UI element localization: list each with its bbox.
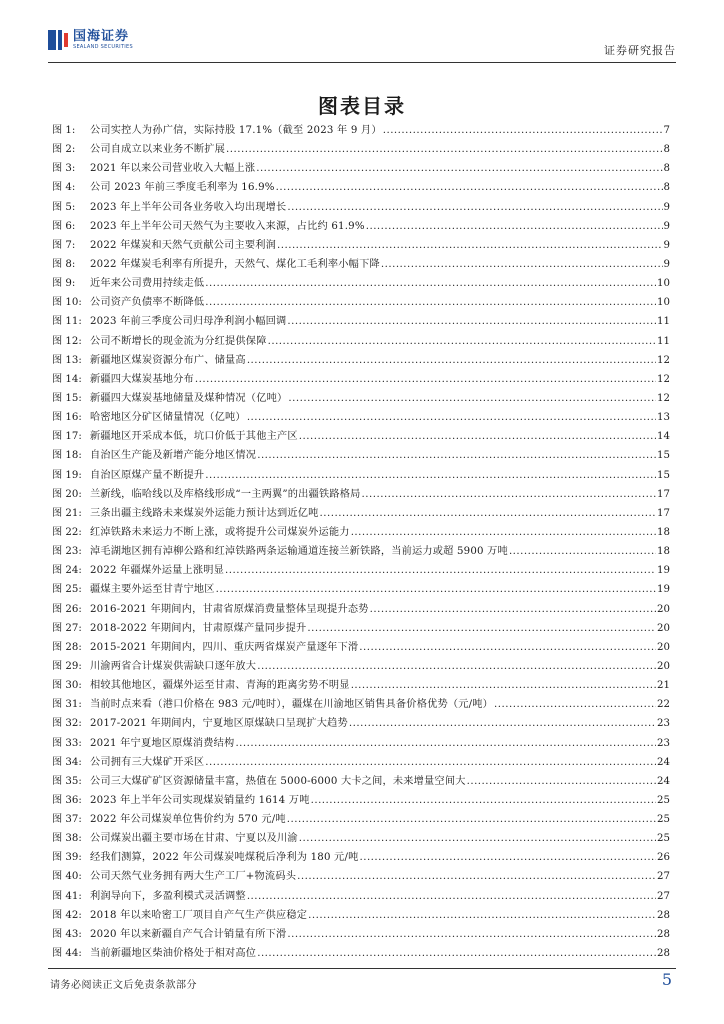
dot-leader <box>216 580 656 599</box>
figure-number: 图 27: <box>52 622 82 634</box>
figure-page-number: 13 <box>657 412 670 424</box>
dot-leader <box>297 867 656 886</box>
figure-page-number: 28 <box>657 928 670 940</box>
figure-page-number: 12 <box>657 354 670 366</box>
figure-title: 2015-2021 年期间内，四川、重庆两省煤炭产量逐年下滑 <box>90 641 359 653</box>
figure-title: 哈密地区分矿区储量情况（亿吨） <box>90 412 246 424</box>
toc-entry[interactable] <box>52 791 670 810</box>
dot-leader <box>247 351 656 370</box>
dot-leader <box>277 236 663 255</box>
sealand-securities-logo <box>48 30 133 50</box>
figure-number: 图 34: <box>52 756 82 768</box>
dot-leader <box>226 140 662 159</box>
figure-number: 图 20: <box>52 488 82 500</box>
figure-page-number: 20 <box>657 622 670 634</box>
figure-number: 图 36: <box>52 794 82 806</box>
figure-title: 2017-2021 年期间内，宁夏地区原煤缺口呈现扩大趋势 <box>90 718 348 730</box>
figure-number: 图 3: <box>52 163 76 175</box>
figure-number: 图 30: <box>52 680 82 692</box>
figure-page-number: 19 <box>657 584 670 596</box>
figure-number: 图 17: <box>52 431 82 443</box>
figure-number: 图 33: <box>52 737 82 749</box>
figure-title: 兰新线，临哈线以及库格线形成“一主两翼”的出疆铁路格局 <box>90 488 361 500</box>
toc-entry[interactable] <box>52 389 670 408</box>
footer-divider <box>48 968 676 969</box>
toc-entry[interactable] <box>52 600 670 619</box>
toc-entry[interactable] <box>52 561 670 580</box>
dot-leader <box>205 274 656 293</box>
figure-page-number: 25 <box>657 814 670 826</box>
figure-title: 自治区生产能及新增产能分地区情况 <box>90 450 257 462</box>
logo-mark-icon <box>48 30 68 50</box>
figure-number: 图 15: <box>52 392 82 404</box>
figure-number: 图 21: <box>52 507 82 519</box>
figure-number: 图 37: <box>52 814 82 826</box>
figure-title: 2018-2022 年期间内，甘肃原煤产量同步提升 <box>90 622 307 634</box>
figure-number: 图 12: <box>52 335 82 347</box>
dot-leader <box>235 734 656 753</box>
figure-page-number: 10 <box>657 297 670 309</box>
toc-entry[interactable] <box>52 332 670 351</box>
figure-title: 2016-2021 年期间内，甘肃省原煤消费量整体呈现提升态势 <box>90 603 369 615</box>
figure-number: 图 38: <box>52 833 82 845</box>
toc-entry[interactable] <box>52 676 670 695</box>
figure-number: 图 31: <box>52 699 82 711</box>
toc-entry[interactable] <box>52 753 670 772</box>
figure-page-number: 8 <box>663 182 670 194</box>
figure-number: 图 11: <box>52 316 82 328</box>
figure-page-number: 9 <box>663 258 670 270</box>
figure-page-number: 27 <box>657 871 670 883</box>
figure-page-number: 12 <box>657 392 670 404</box>
figure-page-number: 9 <box>663 239 670 251</box>
figure-number: 图 39: <box>52 852 82 864</box>
figure-title: 公司资产负债率不断降低 <box>90 297 205 309</box>
figure-page-number: 21 <box>657 680 670 692</box>
toc-entry[interactable] <box>52 140 670 159</box>
figure-title: 利润导向下，多盈利模式灵活调整 <box>90 890 246 902</box>
dot-leader <box>287 810 656 829</box>
figure-page-number: 12 <box>657 373 670 385</box>
toc-entry[interactable] <box>52 466 670 485</box>
dot-leader <box>349 714 656 733</box>
figure-number: 图 5: <box>52 201 76 213</box>
dot-leader <box>320 504 657 523</box>
figure-title: 2022 年疆煤外运量上涨明显 <box>90 565 225 577</box>
figure-page-number: 8 <box>663 163 670 175</box>
toc-entry[interactable] <box>52 734 670 753</box>
figure-title: 新疆地区煤炭资源分布广、储量高 <box>90 354 246 366</box>
figure-number: 图 41: <box>52 890 82 902</box>
toc-entry[interactable] <box>52 714 670 733</box>
dot-leader <box>351 676 656 695</box>
figure-title: 当前新疆地区柴油价格处于相对高位 <box>90 948 257 960</box>
figure-page-number: 10 <box>657 278 670 290</box>
figure-number: 图 40: <box>52 871 82 883</box>
dot-leader <box>494 695 656 714</box>
dot-leader <box>287 312 656 331</box>
toc-entry[interactable] <box>52 198 670 217</box>
dot-leader <box>257 944 656 963</box>
figure-number: 图 35: <box>52 775 82 787</box>
dot-leader <box>205 753 656 772</box>
figure-title: 淖毛湖地区拥有淖柳公路和红淖铁路两条运输通道连接兰新铁路，当前运力或超 5900 万吨 <box>90 546 508 558</box>
dot-leader <box>359 848 656 867</box>
dot-leader <box>299 829 656 848</box>
figure-number: 图 2: <box>52 144 76 156</box>
figure-number: 图 43: <box>52 928 82 940</box>
figure-number: 图 8: <box>52 258 76 270</box>
figure-page-number: 24 <box>657 756 670 768</box>
figure-title: 公司三大煤矿矿区资源储量丰富，热值在 5000-6000 大卡之间，未来增量空间大 <box>90 775 466 787</box>
toc-entry[interactable] <box>52 504 670 523</box>
figure-page-number: 15 <box>657 450 670 462</box>
dot-leader <box>205 466 656 485</box>
toc-entry[interactable] <box>52 274 670 293</box>
dot-leader <box>467 772 656 791</box>
figure-page-number: 17 <box>657 507 670 519</box>
figure-title: 2018 年以来哈密工厂项目自产气生产供应稳定 <box>90 909 308 921</box>
figure-page-number: 9 <box>663 220 670 232</box>
figure-page-number: 28 <box>657 909 670 921</box>
toc-entry[interactable] <box>52 848 670 867</box>
toc-entry[interactable] <box>52 351 670 370</box>
toc-entry[interactable] <box>52 293 670 312</box>
figure-title: 公司 2023 年前三季度毛利率为 16.9% <box>90 182 275 194</box>
page-number: 5 <box>661 970 672 989</box>
dot-leader <box>299 427 656 446</box>
figure-number: 图 6: <box>52 220 76 232</box>
figure-page-number: 20 <box>657 603 670 615</box>
toc-entry[interactable] <box>52 236 670 255</box>
figure-title: 2023 年上半年公司实现煤炭销量约 1614 万吨 <box>90 794 310 806</box>
figure-number: 图 1: <box>52 125 76 136</box>
figure-title: 公司实控人为孙广信，实际持股 17.1%（截至 2023 年 9 月） <box>90 125 382 136</box>
figure-page-number: 19 <box>657 565 670 577</box>
figure-page-number: 26 <box>657 852 670 864</box>
toc-entry[interactable] <box>52 867 670 886</box>
dot-leader <box>268 332 656 351</box>
figure-page-number: 18 <box>657 546 670 558</box>
figure-page-number: 23 <box>657 718 670 730</box>
figure-title: 2023 年上半年公司各业务收入均出现增长 <box>90 201 287 213</box>
figure-number: 图 22: <box>52 526 82 538</box>
toc-entry[interactable] <box>52 159 670 178</box>
figure-title: 自治区原煤产量不断提升 <box>90 469 205 481</box>
toc-entry[interactable] <box>52 657 670 676</box>
toc-entry[interactable] <box>52 255 670 274</box>
dot-leader <box>381 255 663 274</box>
figure-page-number: 22 <box>657 699 670 711</box>
figure-number: 图 44: <box>52 948 82 960</box>
figure-page-number: 25 <box>657 794 670 806</box>
dot-leader <box>307 619 656 638</box>
figure-page-number: 15 <box>657 469 670 481</box>
header-divider <box>48 62 676 63</box>
figure-title: 2021 年以来公司营业收入大幅上涨 <box>90 163 256 175</box>
figure-page-number: 11 <box>657 335 670 347</box>
toc-entry[interactable] <box>52 485 670 504</box>
toc-entry[interactable] <box>52 810 670 829</box>
dot-leader <box>383 121 663 140</box>
figure-number: 图 10: <box>52 297 82 309</box>
figure-page-number: 9 <box>663 201 670 213</box>
figure-page-number: 18 <box>657 526 670 538</box>
figure-number: 图 28: <box>52 641 82 653</box>
figure-title: 疆煤主要外运至甘青宁地区 <box>90 584 215 596</box>
figure-number: 图 13: <box>52 354 82 366</box>
figure-title: 相较其他地区，疆煤外运至甘肃、青海的距离劣势不明显 <box>90 680 350 692</box>
toc-entry[interactable] <box>52 638 670 657</box>
figure-page-number: 24 <box>657 775 670 787</box>
figure-title: 2023 年前三季度公司归母净利润小幅回调 <box>90 316 287 328</box>
figure-number: 图 16: <box>52 412 82 424</box>
figure-number: 图 42: <box>52 909 82 921</box>
figure-page-number: 7 <box>663 125 670 136</box>
dot-leader <box>370 600 656 619</box>
figure-page-number: 23 <box>657 737 670 749</box>
toc-entry[interactable] <box>52 408 670 427</box>
figure-page-number: 17 <box>657 488 670 500</box>
dot-leader <box>359 638 656 657</box>
figure-title: 公司拥有三大煤矿开采区 <box>90 756 205 768</box>
figure-number: 图 32: <box>52 718 82 730</box>
figure-title: 公司煤炭出疆主要市场在甘肃、宁夏以及川渝 <box>90 833 298 845</box>
figure-title: 红淖铁路未来运力不断上涨，或将提升公司煤炭外运能力 <box>90 526 350 538</box>
figure-page-number: 11 <box>657 316 670 328</box>
figure-title: 2022 年煤炭和天然气贡献公司主要利润 <box>90 239 276 251</box>
toc-entry[interactable] <box>52 772 670 791</box>
dot-leader <box>247 887 656 906</box>
figure-title: 新疆四大煤炭基地储量及煤种情况（亿吨） <box>90 392 288 404</box>
figure-number: 图 19: <box>52 469 82 481</box>
toc-entry[interactable] <box>52 695 670 714</box>
toc-entry[interactable] <box>52 178 670 197</box>
dot-leader <box>205 293 656 312</box>
toc-entry[interactable] <box>52 906 670 925</box>
dot-leader <box>366 217 663 236</box>
dot-leader <box>351 523 656 542</box>
toc-entry[interactable] <box>52 446 670 465</box>
figure-title: 2022 年煤炭毛利率有所提升，天然气、煤化工毛利率小幅下降 <box>90 258 380 270</box>
figure-title: 新疆地区开采成本低，坑口价低于其他主产区 <box>90 431 298 443</box>
figure-page-number: 14 <box>657 431 670 443</box>
figure-number: 图 18: <box>52 450 82 462</box>
figure-page-number: 28 <box>657 948 670 960</box>
figure-title: 公司天然气业务拥有两大生产工厂+物流码头 <box>90 871 297 883</box>
dot-leader <box>257 657 656 676</box>
toc-entry[interactable] <box>52 312 670 331</box>
figure-title: 川渝两省合计煤炭供需缺口逐年放大 <box>90 660 257 672</box>
logo-english-name: SEALAND SECURITIES <box>73 44 133 50</box>
figure-title: 2021 年宁夏地区原煤消费结构 <box>90 737 235 749</box>
figure-title: 新疆四大煤炭基地分布 <box>90 373 194 385</box>
dot-leader <box>509 542 656 561</box>
toc-entry[interactable] <box>52 580 670 599</box>
figure-title: 三条出疆主线路未来煤炭外运能力预计达到近亿吨 <box>90 507 319 519</box>
figure-number: 图 23: <box>52 546 82 558</box>
toc-entry[interactable] <box>52 121 670 140</box>
figure-title: 2020 年以来新疆自产气合计销量有所下滑 <box>90 928 287 940</box>
dot-leader <box>287 925 656 944</box>
figure-title: 公司不断增长的现金流为分红提供保障 <box>90 335 267 347</box>
figure-number: 图 24: <box>52 565 82 577</box>
toc-entry[interactable] <box>52 427 670 446</box>
dot-leader <box>257 446 656 465</box>
figure-number: 图 26: <box>52 603 82 615</box>
toc-entry[interactable] <box>52 829 670 848</box>
dot-leader <box>288 389 656 408</box>
figure-page-number: 20 <box>657 641 670 653</box>
figure-number: 图 25: <box>52 584 82 596</box>
figure-page-number: 20 <box>657 660 670 672</box>
dot-leader <box>311 791 656 810</box>
toc-entry[interactable] <box>52 523 670 542</box>
footer-disclaimer: 请务必阅读正文后免责条款部分 <box>50 980 197 991</box>
figure-number: 图 4: <box>52 182 76 194</box>
figure-number: 图 29: <box>52 660 82 672</box>
toc-entry[interactable] <box>52 370 670 389</box>
dot-leader <box>256 159 662 178</box>
figure-title: 经我们测算，2022 年公司煤炭吨煤税后净利为 180 元/吨 <box>90 852 359 864</box>
dot-leader <box>276 178 663 197</box>
figure-page-number: 27 <box>657 890 670 902</box>
page-title: 图表目录 <box>318 94 406 118</box>
figure-page-number: 25 <box>657 833 670 845</box>
toc-entry[interactable] <box>52 542 670 561</box>
figure-list <box>52 121 670 963</box>
figure-number: 图 14: <box>52 373 82 385</box>
toc-entry[interactable] <box>52 887 670 906</box>
dot-leader <box>247 408 656 427</box>
toc-entry[interactable] <box>52 217 670 236</box>
figure-number: 图 9: <box>52 278 76 290</box>
figure-title: 公司自成立以来业务不断扩展 <box>90 144 226 156</box>
dot-leader <box>308 906 656 925</box>
figure-title: 近年来公司费用持续走低 <box>90 278 205 290</box>
dot-leader <box>287 198 662 217</box>
figure-title: 当前时点来看（港口价格在 983 元/吨时），疆煤在川渝地区销售具备价格优势（元/吨） <box>90 699 494 711</box>
figure-page-number: 8 <box>663 144 670 156</box>
report-type-label: 证券研究报告 <box>604 44 676 57</box>
figure-title: 2022 年公司煤炭单位售价约为 570 元/吨 <box>90 814 286 826</box>
toc-entry[interactable] <box>52 925 670 944</box>
dot-leader <box>195 370 656 389</box>
dot-leader <box>225 561 656 580</box>
dot-leader <box>362 485 657 504</box>
toc-entry[interactable] <box>52 619 670 638</box>
page-header <box>48 26 676 62</box>
figure-title: 2023 年上半年公司天然气为主要收入来源，占比约 61.9% <box>90 220 365 232</box>
figure-number: 图 7: <box>52 239 76 251</box>
toc-entry[interactable] <box>52 944 670 963</box>
logo-chinese-name: 国海证券 <box>73 29 130 44</box>
